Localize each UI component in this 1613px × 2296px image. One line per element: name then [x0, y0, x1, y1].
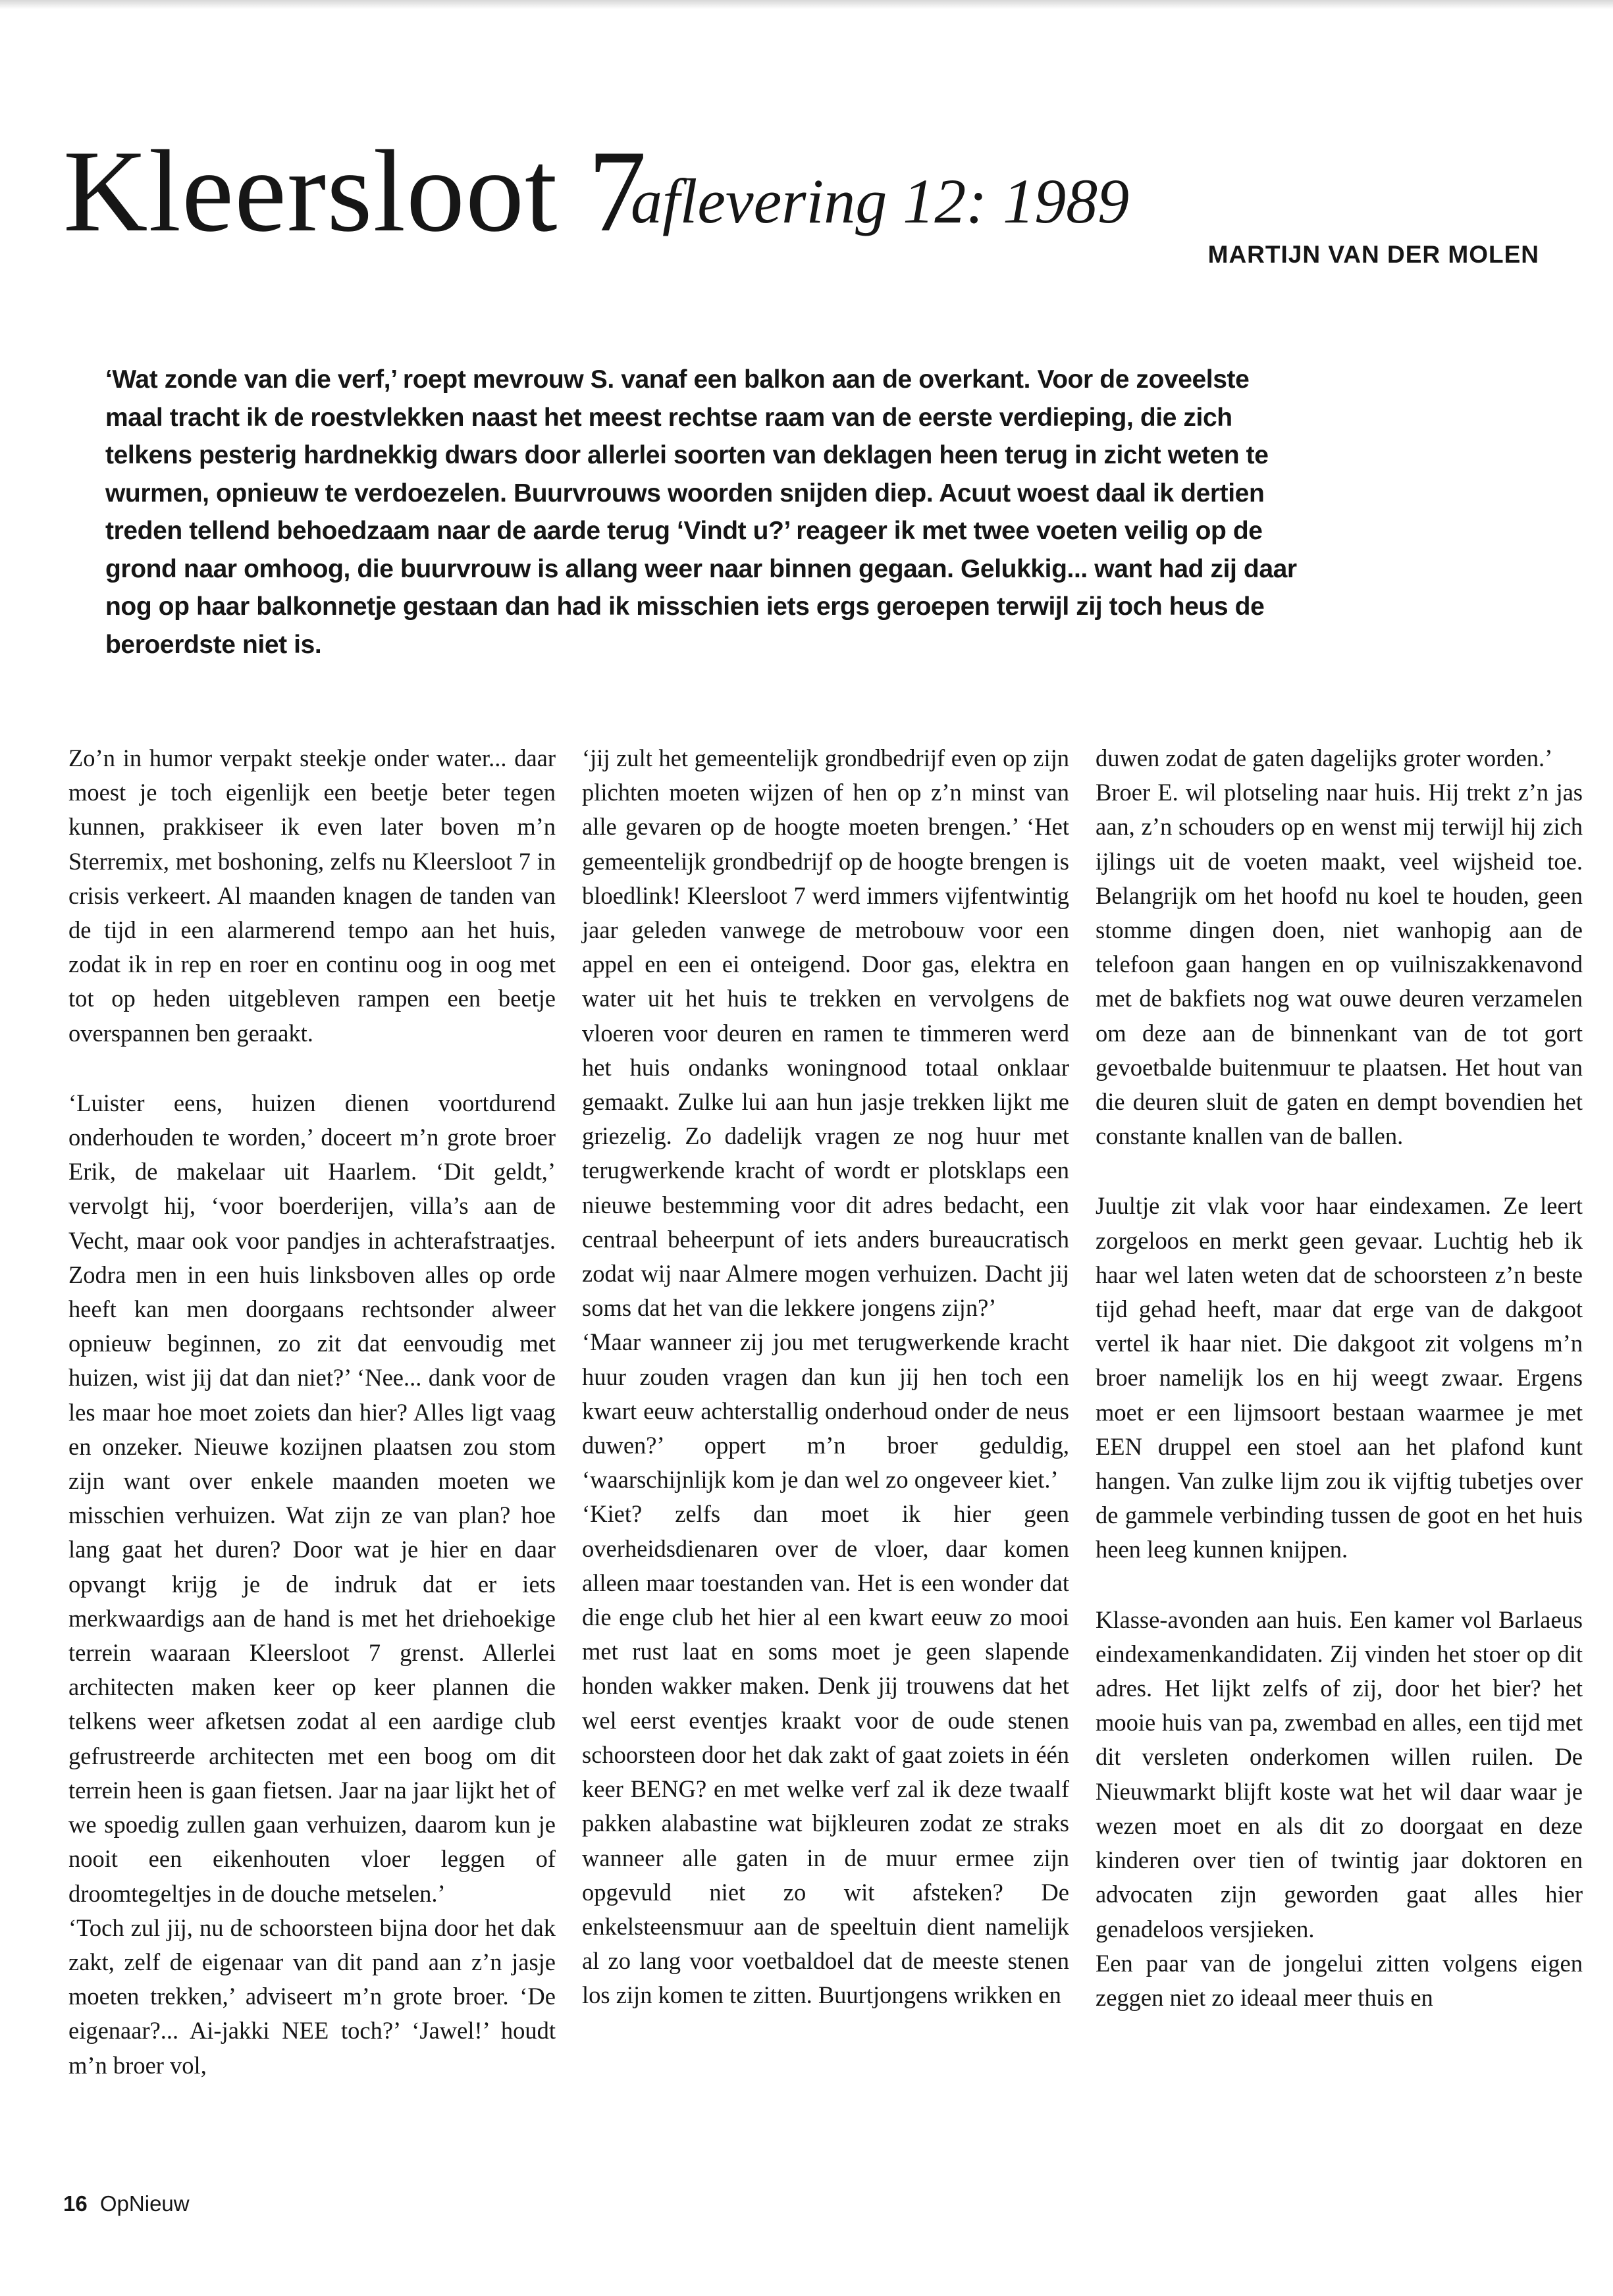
paragraph: ‘Luister eens, huizen dienen voortdurend onderhouden te worden,’ doceert m’n grote broer Erik, de makelaar uit Haarlem. ‘Dit geldt,’ vervolgt hij, ‘voor boerderijen, villa’s aan de Vecht, maar ook voor pandjes in achterafstraatjes. Zodra men in een huis linksboven alles op orde heeft kan men doorgaans rechtsonder alweer opnieuw beginnen, zo zit dat eenvoudig met huizen, wist jij dat dan niet?’ ‘Nee... dank voor de les maar hoe moet zoiets dan hier? Alles ligt vaag en onzeker. Nieuwe kozijnen plaatsen zou stom zijn want over enkele maanden moeten we misschien verhuizen. Wat zijn ze van plan? hoe lang gaat het duren? Door wat je hier en daar opvangt krijg je de indruk dat er iets merkwaardigs aan de hand is met het driehoekige terrein waaraan Kleersloot 7 grenst. Allerlei architecten maken keer op keer plannen die telkens weer afketsen zodat al een aardige club gefrustreerde architecten met een boog om dit terrein heen is gaan fietsen. Jaar na jaar lijkt het of we spoedig zullen gaan verhuizen, daarom kun je nooit een eikenhouten vloer leggen of droomtegeltjes in de douche metselen.’ [68, 1089, 556, 1907]
paragraph: ‘Kiet? zelfs dan moet ik hier geen overheidsdienaren over de vloer, daar komen alleen maar toestanden van. Het is een wonder dat die enge club het hier al een kwart eeuw zo mooi met rust laat en soms moet je geen slapende honden wakker maken. Denk jij trouwens dat het wel eerst eventjes kraakt voor de oude stenen schoorsteen door het dak zakt of gaat zoiets in één keer BENG? en met welke verf zal ik deze twaalf pakken alabastine wat bijkleuren zodat ze straks wanneer alle gaten in de muur ermee zijn opgevuld niet zo wit afsteken? De enkelsteensmuur aan de speeltuin dient namelijk al zo lang voor voetbaldoel dat de meeste stenen los zijn komen te zitten. Buurtjongens wrikken en [582, 1500, 1069, 2009]
scan-edge [0, 0, 1613, 9]
author-byline: MARTIJN VAN DER MOLEN [1207, 241, 1539, 268]
magazine-name: OpNieuw [99, 2191, 190, 2216]
column-1 [68, 741, 556, 2189]
intro-paragraph: ‘Wat zonde van die verf,’ roept mevrouw S. vanaf een balkon aan de overkant. Voor de zoveelste maal tracht ik de roestvlekken naast het meest rechtse raam van de eerste verdieping, die zich telkens pesterig hardnekkig dwars door allerlei soorten van deklagen heen terug in zicht weten te wurmen, opnieuw te verdoezelen. Buurvrouws woorden snijden diep. Acuut woest daal ik dertien treden tellend behoedzaam naar de aarde terug ‘Vindt u?’ reageer ik met twee voeten veilig op de grond naar omhoog, die buurvrouw is allang weer naar binnen gegaan. Gelukkig... want had zij daar nog op haar balkonnetje gestaan dan had ik misschien iets ergs geroepen terwijl zij toch heus de beroerdste niet is. [105, 365, 1297, 659]
article-title: Kleersloot 7 [63, 126, 647, 256]
paragraph: duwen zodat de gaten dagelijks groter worden.’ [1096, 744, 1553, 771]
column-2 [582, 741, 1069, 2189]
paragraph: Broer E. wil plotseling naar huis. Hij trekt z’n jas aan, z’n schouders op en wenst mij terwijl hij zich ijlings uit de voeten maakt, veel wijsheid toe. Belangrijk om het hoofd nu koel te houden, geen stomme dingen doen, niet wanhopig aan de telefoon gaan hangen en op vuilniszakkenavond met de bakfiets nog wat ouwe deuren verzamelen om deze aan de binnenkant van de tot gort gevoetbalde buitenmuur te plaatsen. Het hout van die deuren sluit de gaten en dempt bovendien het constante knallen van de ballen. [1096, 779, 1583, 1150]
paragraph: Klasse-avonden aan huis. Een kamer vol Barlaeus eindexamenkandidaten. Zij vinden het stoer op dit adres. Het lijkt zelfs of zij, door het bier? het mooie huis van pa, zwembad en alles, een tijd met dit versleten onderkomen willen ruilen. De Nieuwmarkt blijft koste wat het wil daar waar je wezen moet en als dit zo doorgaat en deze kinderen over tien of twintig jaar doktoren en advocaten zijn geworden gaat alles hier genadeloos versjieken. [1096, 1605, 1583, 1943]
page-number: 16 [63, 2191, 88, 2216]
paragraph: ‘Toch zul jij, nu de schoorsteen bijna door het dak zakt, zelf de eigenaar van dit pand aan z’n jasje moeten trekken,’ adviseert m’n grote broer. ‘De eigenaar?... Ai-jakki NEE toch?’ ‘Jawel!’ houdt m’n broer vol, [68, 1914, 556, 2079]
article-body [68, 741, 1583, 2189]
article-subtitle: aflevering 12: 1989 [631, 166, 1130, 236]
paragraph: Zo’n in humor verpakt steekje onder water... daar moest je toch eigenlijk een beetje beter tegen kunnen, prakkiseer ik even later boven m’n Sterremix, met boshoning, zelfs nu Kleersloot 7 in crisis verkeert. Al maanden knagen de tanden van de tijd in een alarmerend tempo aan het huis, zodat ik in rep en roer en continu oog in oog met tot op heden uitgebleven rampen een beetje overspannen ben geraakt. [68, 744, 556, 1047]
paragraph: Een paar van de jongelui zitten volgens eigen zeggen niet zo ideaal meer thuis en [1096, 1949, 1583, 2011]
paragraph: ‘jij zult het gemeentelijk grondbedrijf even op zijn plichten moeten wijzen of hen op z’n minst van alle gevaren op de hoogte moeten brengen.’ ‘Het gemeentelijk grondbedrijf op de hoogte brengen is bloedlink! Kleersloot 7 werd immers vijfentwintig jaar geleden vanwege de metrobouw voor een appel en een ei onteigend. Door gas, elektra en water uit het huis te trekken en vervolgens de vloeren voor deuren en ramen te timmeren werd het huis ondanks woningnood totaal onklaar gemaakt. Zulke lui aan hun jasje trekken lijkt me griezelig. Zo dadelijk vragen ze nog huur met terugwerkende kracht of wordt er plotsklaps een nieuwe bestemming voor dit adres bedacht, een centraal beheerpunt of iets anders bureaucratisch zodat wij naar Almere mogen verhuizen. Dacht jij soms dat het van die lekkere jongens zijn?’ [582, 744, 1069, 1322]
page-footer [63, 2191, 190, 2217]
paragraph: ‘Maar wanneer zij jou met terugwerkende kracht huur zouden vragen dan kun jij hen toch een kwart eeuw achterstallig onderhoud onder de neus duwen?’ oppert m’n broer geduldig, ‘waarschijnlijk kom je dan wel zo ongeveer kiet.’ [582, 1328, 1069, 1494]
column-3 [1096, 741, 1583, 2189]
paragraph: Juultje zit vlak voor haar eindexamen. Ze leert zorgeloos en merkt geen gevaar. Luchtig heb ik haar wel laten weten dat de schoorsteen z’n beste tijd gehad heeft, maar dat erge van de dakgoot vertel ik haar niet. Die dakgoot zit volgens m’n broer namelijk los en hij weegt zwaar. Ergens moet er een lijmsoort bestaan waarmee je met EEN druppel een stoel aan het plafond kunt hangen. Van zulke lijm zou ik vijftig tubetjes over de gammele verbinding tussen de goot en het huis heen leeg kunnen knijpen. [1096, 1192, 1583, 1563]
